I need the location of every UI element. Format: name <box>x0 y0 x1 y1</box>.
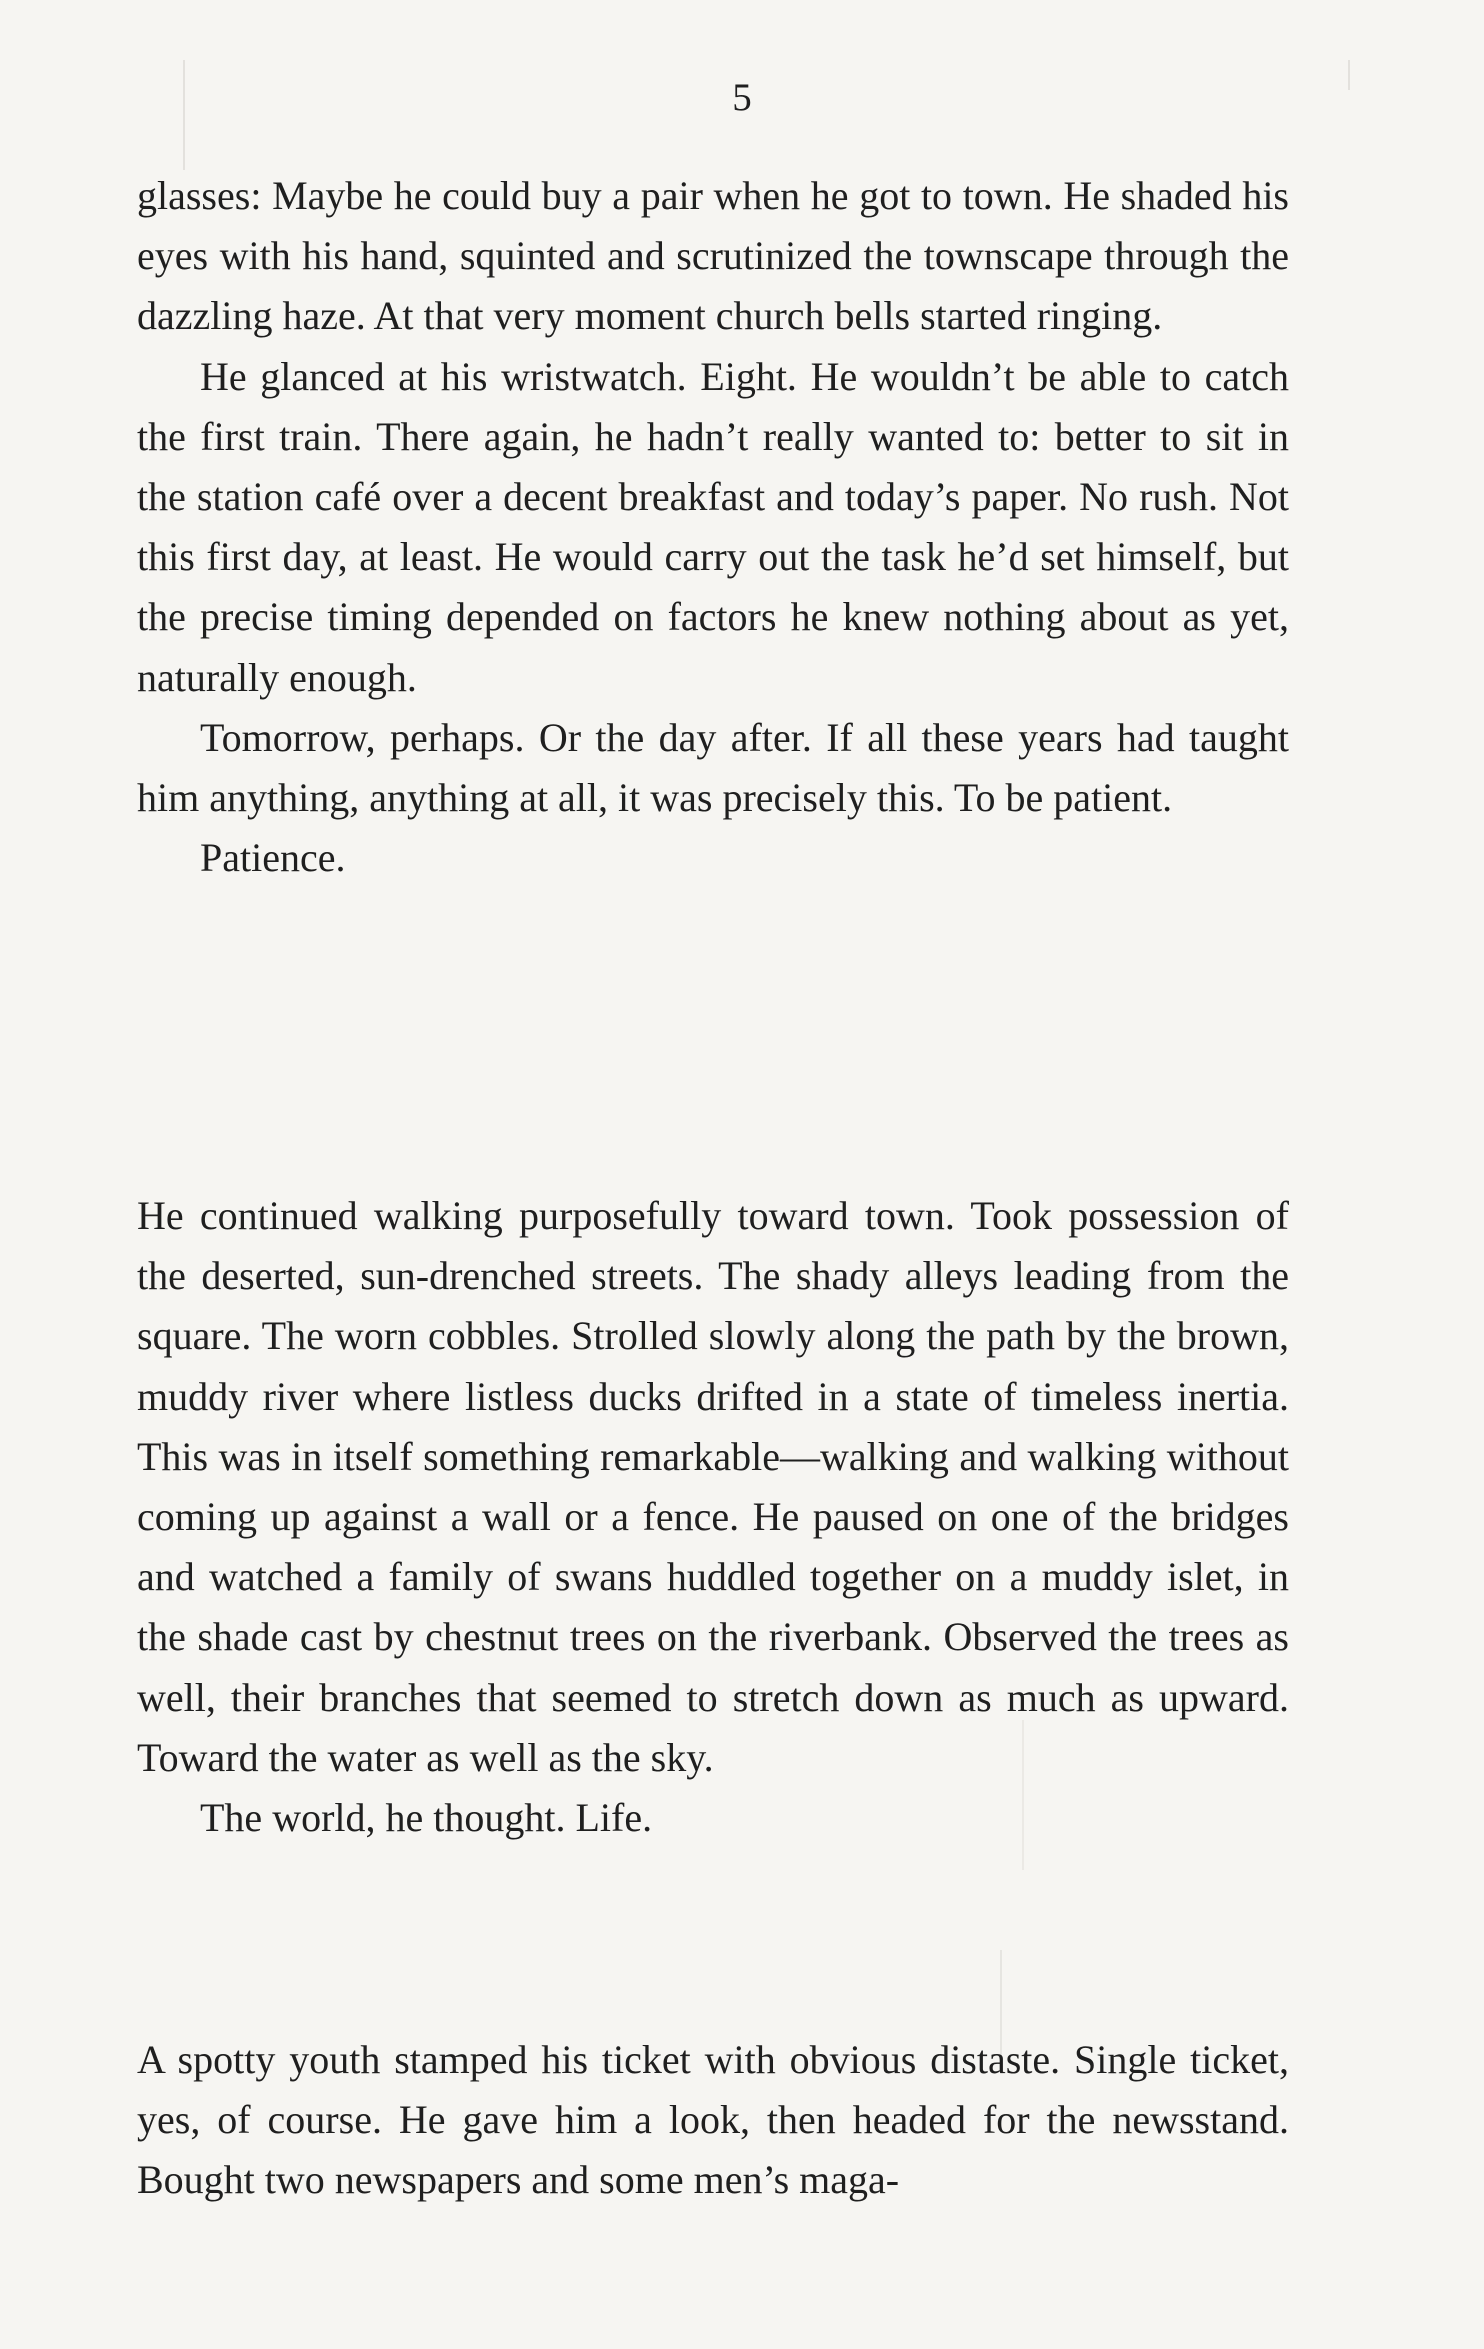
paragraph: glasses: Maybe he could buy a pair when he got to town. He shaded his eyes with his hand, squinted and scrutinized the townscape through the dazzling haze. At that very moment church bells started ringing. <box>137 173 1289 339</box>
text-section-2 <box>137 1186 1289 1848</box>
paragraph: He glanced at his wristwatch. Eight. He wouldn’t be able to catch the first train. There again, he hadn’t really wanted to: better to sit in the station café over a decent breakfast and today’s paper. No rush. Not this first day, at least. He would carry out the task he’d set himself, but the precise timing depended on factors he knew nothing about as yet, naturally enough. <box>137 353 1289 700</box>
paragraph: Tomorrow, perhaps. Or the day after. If all these years had taught him anything, anything at all, it was precisely this. To be patient. <box>137 714 1289 821</box>
page-number: 5 <box>732 76 752 119</box>
paragraph: A spotty youth stamped his ticket with obvious distaste. Single ticket, yes, of course. He gave him a look, then headed for the newsstand. Bought two newspapers and some men’s maga- <box>137 2037 1289 2203</box>
paragraph: Patience. <box>200 835 346 881</box>
paragraph: He continued walking purposefully toward town. Took possession of the deserted, sun-drenched streets. The shady alleys leading from the square. The worn cobbles. Strolled slowly along the path by the brown, muddy river where listless ducks drifted in a state of timeless inertia. This was in itself something remarkable—walking and walking without coming up against a wall or a fence. He paused on one of the bridges and watched a family of swans huddled together on a muddy islet, in the shade cast by chestnut trees on the riverbank. Observed the trees as well, their branches that seemed to stretch down as much as upward. Toward the water as well as the sky. <box>137 1193 1289 1780</box>
paragraph: The world, he thought. Life. <box>200 1795 653 1841</box>
text-section-1 <box>137 166 1289 888</box>
text-section-3 <box>137 2030 1289 2211</box>
